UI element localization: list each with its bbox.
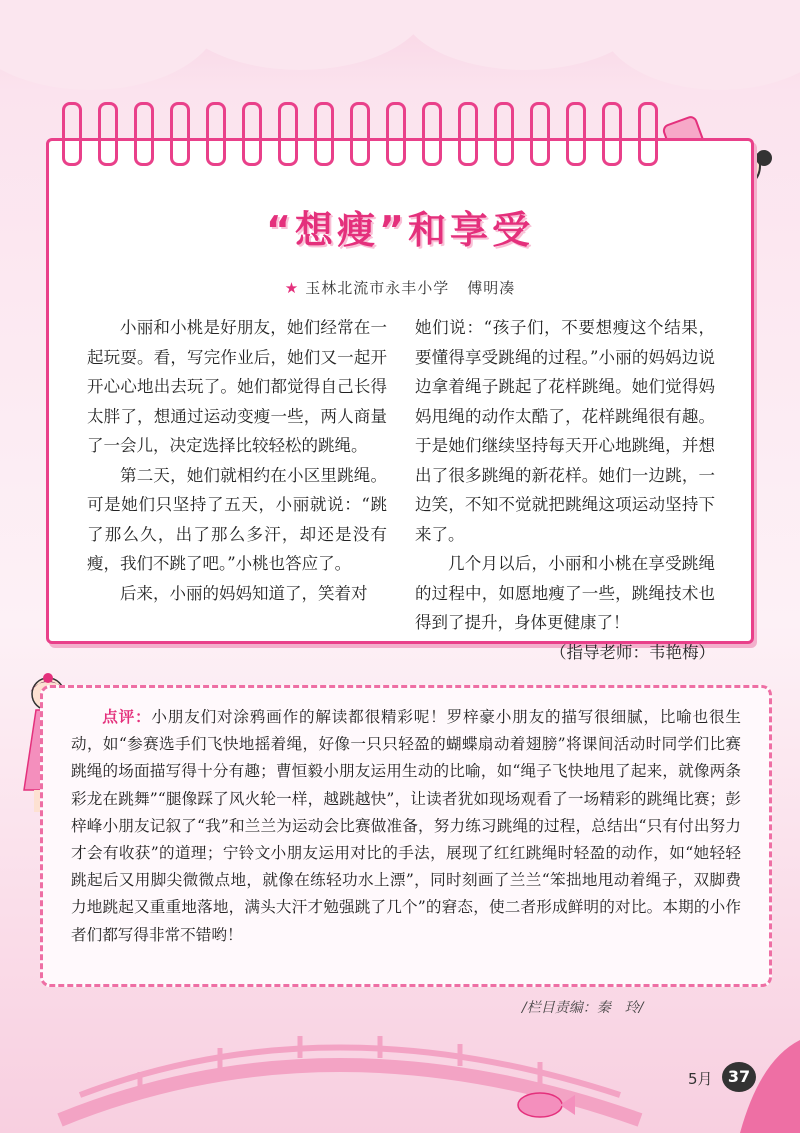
page-number: 37 <box>722 1062 756 1092</box>
ring-decoration <box>170 102 190 166</box>
ring-decoration <box>566 102 586 166</box>
paragraph: 小丽和小桃是好朋友，她们经常在一起玩耍。看，写完作业后，她们又一起开开心心地出去玩了。她们都觉得自己长得太胖了，想通过运动变瘦一些，两人商量了一会儿，决定选择比较轻松的跳绳。 <box>87 318 387 455</box>
review-box <box>40 685 772 987</box>
school-name: 玉林北流市永丰小学 <box>305 279 450 297</box>
issue-month: 5月 <box>688 1070 713 1088</box>
ring-decoration <box>242 102 262 166</box>
ring-decoration <box>602 102 622 166</box>
cloud-decoration <box>170 0 430 70</box>
teacher-credit: （指导老师：韦艳梅） <box>550 642 715 662</box>
ring-decoration <box>638 102 658 166</box>
article-notebook <box>46 138 754 662</box>
cloud-decoration <box>600 0 800 90</box>
ring-decoration <box>134 102 154 166</box>
ring-decoration <box>98 102 118 166</box>
review-text-block <box>71 704 741 949</box>
paragraph: 几个月以后，小丽和小桃在享受跳绳的过程中，如愿地瘦了一些，跳绳技术也得到了提升，身体更健康了！ <box>415 554 715 632</box>
paragraph: 她们说：“孩子们，不要想瘦这个结果，要懂得享受跳绳的过程。”小丽的妈妈边说边拿着绳子跳起了花样跳绳。她们觉得妈妈甩绳的动作太酷了，花样跳绳很有趣。于是她们继续坚持每天开心地跳绳，并想出了很多跳绳的新花样。她们一边跳，一边笑，不知不觉就把跳绳这项运动坚持下来了。 <box>415 318 715 544</box>
column-editor: /栏目责编：秦 玲/ <box>522 1000 644 1016</box>
star-icon: ★ <box>284 279 300 297</box>
ring-decoration <box>530 102 550 166</box>
ring-decoration <box>458 102 478 166</box>
ring-decoration <box>278 102 298 166</box>
paragraph: 第二天，她们就相约在小区里跳绳。可是她们只坚持了五天，小丽就说：“跳了那么久，出了那么多汗，却还是没有瘦，我们不跳了吧。”小桃也答应了。 <box>87 465 387 573</box>
ring-decoration <box>62 102 82 166</box>
ring-decoration <box>350 102 370 166</box>
ring-decoration <box>314 102 334 166</box>
ring-decoration <box>422 102 442 166</box>
author-name: 傅明凑 <box>467 279 516 297</box>
bridge-illustration <box>0 1000 800 1133</box>
article-byline <box>49 277 751 298</box>
ring-decoration <box>386 102 406 166</box>
review-text: 小朋友们对涂鸦画作的解读都很精彩呢！罗梓豪小朋友的描写很细腻，比喻也很生动，如“参赛选手们飞快地摇着绳，好像一只只轻盈的蝴蝶扇动着翅膀”将课间活动时同学们比赛跳绳的场面描写得十分有趣；曹恒毅小朋友运用生动的比喻，如“绳子飞快地甩了起来，就像两条彩龙在跳舞”“腿像踩了风火轮一样，越跳越快”，让读者犹如现场观看了一场精彩的跳绳比赛；彭梓峰小朋友记叙了“我”和兰兰为运动会比赛做准备，努力练习跳绳的过程，总结出“只有付出努力才会有收获”的道理；宁铃文小朋友运用对比的手法，展现了红红跳绳时轻盈的动作，如“她轻轻跳起后又用脚尖微微点地，就像在练轻功水上漂”，同时刻画了兰兰“笨拙地甩动着绳子，双脚费力地跳起又重重地落地，满头大汗才勉强跳了几个”的窘态，使二者形成鲜明的对比。本期的小作者们都写得非常不错哟！ <box>71 708 741 944</box>
ring-decoration <box>494 102 514 166</box>
ring-decoration <box>206 102 226 166</box>
article-title: “想瘦”和享受 <box>266 208 534 252</box>
article-column-left <box>87 313 387 608</box>
article-column-right <box>415 313 715 667</box>
review-label: 点评： <box>102 708 152 726</box>
notebook-rings <box>62 102 712 166</box>
paragraph: 后来，小丽的妈妈知道了，笑着对 <box>120 583 368 603</box>
